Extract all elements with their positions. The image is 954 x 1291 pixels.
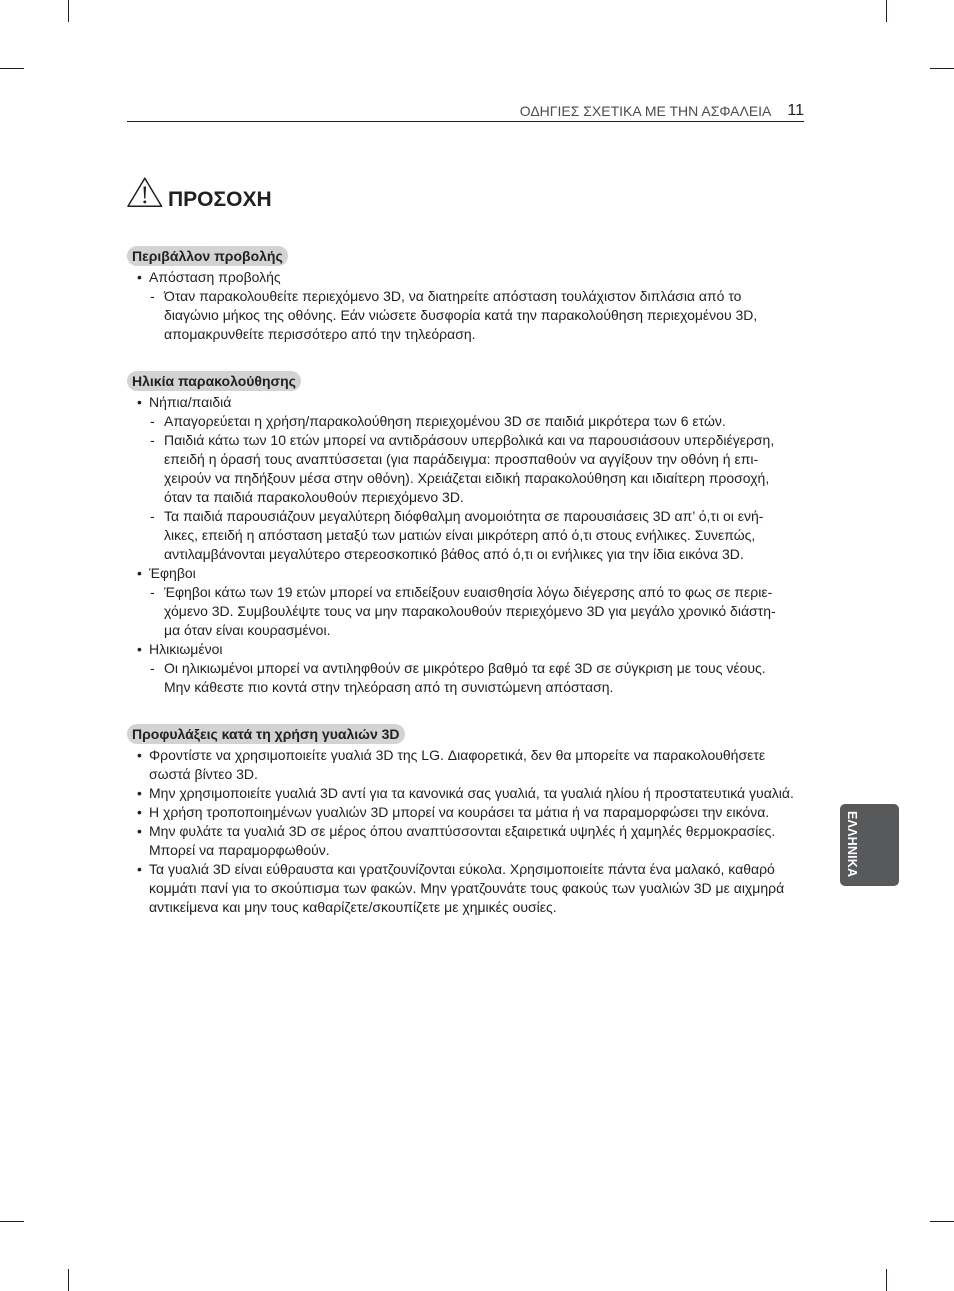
page-number: 11 <box>787 101 804 119</box>
text-line: χόμενο 3D. Συμβουλέψτε τους να μην παρακολουθούν περιεχόμενο 3D για μεγάλο χρονικό διάστη- <box>164 603 776 619</box>
sub-item <box>127 659 817 697</box>
text-line: • Ηλικιωμένοι <box>149 641 223 657</box>
text-line: - Έφηβοι κάτω των 19 ετών μπορεί να επιδείξουν ευαισθησία λόγω διέγερσης από το φως σε περιε- <box>164 584 773 600</box>
text-line: απομακρυνθείτε περισσότερο από την τηλεόραση. <box>164 326 476 342</box>
text-line: Μην κάθεστε πιο κοντά στην τηλεόραση από τη συνιστώμενη απόσταση. <box>164 679 614 695</box>
text-line: - Απαγορεύεται η χρήση/παρακολούθηση περιεχομένου 3D σε παιδιά μικρότερα των 6 ετών. <box>164 413 726 429</box>
text-line: • Η χρήση τροποποιημένων γυαλιών 3D μπορεί να κουράσει τα μάτια ή να παραμορφώσει την εικόνα. <box>149 804 770 820</box>
crop-mark <box>68 0 69 22</box>
text-line: όταν τα παιδιά παρακολουθούν περιεχόμενο 3D. <box>164 489 464 505</box>
running-title: ΟΔΗΓΙΕΣ ΣΧΕΤΙΚΑ ΜΕ ΤΗΝ ΑΣΦΑΛΕΙΑ <box>519 102 772 119</box>
section-viewing-age <box>127 371 817 697</box>
crop-mark <box>68 1269 69 1291</box>
sub-item <box>127 583 817 640</box>
text-line: - Τα παιδιά παρουσιάζουν μεγαλύτερη διόφθαλμη ανομοιότητα σε παρουσιάσεις 3D απ’ ό,τι οι ενή- <box>164 508 764 524</box>
text-line: • Νήπια/παιδιά <box>149 394 232 410</box>
section-viewing-environment <box>127 246 817 344</box>
crop-mark <box>886 1269 887 1291</box>
caution-title: ΠΡΟΣΟΧΗ <box>168 188 272 211</box>
warning-triangle-icon <box>126 176 164 208</box>
section-heading: Ηλικία παρακολούθησης <box>127 371 301 391</box>
sub-item <box>127 507 817 564</box>
crop-mark <box>930 1221 954 1222</box>
text-line: λικες, επειδή η απόσταση μεταξύ των ματιών είναι μικρότερη από ό,τι στους ενήλικες. Συνεπώς, <box>164 527 756 543</box>
bullet-item <box>127 393 817 412</box>
text-line: - Παιδιά κάτω των 10 ετών μπορεί να αντιδράσουν υπερβολικά και να παρουσιάσουν υπερδιέγερση, <box>164 432 775 448</box>
text-line: - Οι ηλικιωμένοι μπορεί να αντιληφθούν σε μικρότερο βαθμό τα εφέ 3D σε σύγκριση με τους νέους. <box>164 660 766 676</box>
text-line: αντιλαμβάνονται μεγαλύτερο στερεοσκοπικό βάθος από ό,τι οι ενήλικες για την ίδια εικόνα 3D. <box>164 546 744 562</box>
bullet-item <box>127 564 817 583</box>
crop-mark <box>0 68 24 69</box>
text-line: χειρούν να πηδήξουν μέσα στην οθόνη). Χρειάζεται ειδική παρακολούθηση και ιδιαίτερη προσοχή, <box>164 470 770 486</box>
crop-mark <box>886 0 887 22</box>
text-line: Μπορεί να παραμορφωθούν. <box>149 842 330 858</box>
bullet-item <box>127 822 817 860</box>
text-line: διαγώνιο μήκος της οθόνης. Εάν νιώσετε δυσφορία κατά την παρακολούθηση περιεχομένου 3D, <box>164 307 758 323</box>
text-line: επειδή η όρασή τους αναπτύσσεται (για παράδειγμα: προσπαθούν να αγγίξουν την οθόνη ή επι- <box>164 451 759 467</box>
language-tab <box>840 804 899 886</box>
section-heading: Προφυλάξεις κατά τη χρήση γυαλιών 3D <box>127 724 405 744</box>
text-line: • Φροντίστε να χρησιμοποιείτε γυαλιά 3D της LG. Διαφορετικά, δεν θα μπορείτε να παρακολουθήσετε <box>149 747 766 763</box>
running-header <box>127 100 804 122</box>
text-line: αντικείμενα και μην τους καθαρίζετε/σκουπίζετε με χημικές ουσίες. <box>149 899 557 915</box>
crop-mark <box>930 68 954 69</box>
bullet-item <box>127 640 817 659</box>
sub-item <box>127 431 817 507</box>
text-line: • Έφηβοι <box>149 565 196 581</box>
bullet-item <box>127 803 817 822</box>
text-line: κομμάτι πανί για το σκούπισμα των φακών. Μην γρατζουνάτε τους φακούς των γυαλιών 3D με αιχμηρά <box>149 880 785 896</box>
text-line: σωστά βίντεο 3D. <box>149 766 258 782</box>
bullet-item <box>127 746 817 784</box>
text-line: - Όταν παρακολουθείτε περιεχόμενο 3D, να διατηρείτε απόσταση τουλάχιστον διπλάσια από το <box>164 288 742 304</box>
text-line: • Μην χρησιμοποιείτε γυαλιά 3D αντί για τα κανονικά σας γυαλιά, τα γυαλιά ηλίου ή προστατευτικά γυαλιά. <box>149 785 794 801</box>
text-line: • Απόσταση προβολής <box>149 269 281 285</box>
bullet-item <box>127 268 817 287</box>
bullet-item <box>127 784 817 803</box>
text-line: μα όταν είναι κουρασμένοι. <box>164 622 331 638</box>
bullet-item <box>127 860 817 917</box>
text-line: • Τα γυαλιά 3D είναι εύθραυστα και γρατζουνίζονται εύκολα. Χρησιμοποιείτε πάντα ένα μαλακό, καθαρό <box>149 861 775 877</box>
sub-item <box>127 412 817 431</box>
section-3d-glasses-precautions <box>127 724 817 917</box>
section-heading: Περιβάλλον προβολής <box>127 246 288 266</box>
crop-mark <box>0 1221 24 1222</box>
text-line: • Μην φυλάτε τα γυαλιά 3D σε μέρος όπου αναπτύσσονται εξαιρετικά υψηλές ή χαμηλές θερμοκρασίες. <box>149 823 776 839</box>
sub-item <box>127 287 817 344</box>
language-tab-label: ΕΛΛΗΝΙΚΑ <box>845 811 859 878</box>
